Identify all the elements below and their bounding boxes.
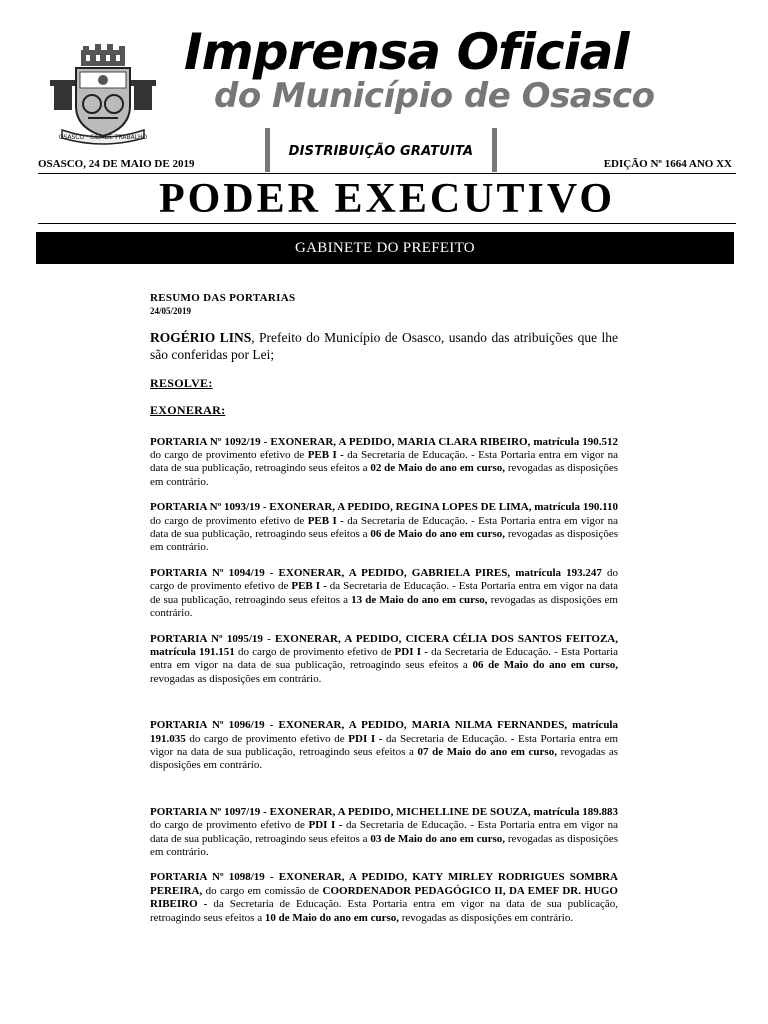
portaria-1097 — [150, 806, 618, 860]
portaria-text: do cargo de provimento efetivo de — [150, 819, 309, 832]
intro-paragraph — [150, 329, 618, 363]
summary-date: 24/05/2019 — [150, 306, 192, 317]
portaria-text: do cargo de provimento efetivo de — [185, 732, 349, 745]
document-body — [150, 292, 618, 925]
portaria-1098 — [150, 871, 618, 925]
portaria-text: da Secretaria de Educação. - Esta Portaria entra em vigor na data de sua publicação, retroagindo seus efeitos a — [150, 645, 619, 672]
edition-number: EDIÇÃO Nº 1664 ANO XX — [603, 158, 732, 170]
publication-title: Imprensa Oficial — [184, 23, 629, 81]
portaria-text: revogadas as disposições em contrário. — [150, 593, 618, 620]
coat-of-arms-icon — [48, 44, 158, 148]
portaria-1095 — [150, 633, 618, 687]
portaria-text: do cargo em comissão de — [202, 884, 323, 897]
divider-middle — [38, 223, 736, 224]
svg-text:OSASCO · CIDADE TRABALHO: OSASCO · CIDADE TRABALHO — [58, 134, 148, 141]
portaria-effective-date: 06 de Maio do ano em curso, — [370, 528, 505, 541]
portaria-head: PORTARIA Nº 1092/19 - EXONERAR, A PEDIDO, MARIA CLARA RIBEIRO, matrícula 190.512 — [150, 435, 618, 448]
portaria-cargo: PDI I - — [308, 819, 343, 832]
portaria-text: da Secretaria de Educação. - Esta Portaria entra em vigor na data de sua publicação, retroagindo seus efeitos a — [150, 580, 619, 606]
municipal-coat-of-arms — [48, 44, 158, 148]
portaria-text: revogadas as disposições em contrário. — [150, 528, 618, 554]
portaria-text: da Secretaria de Educação. - Esta Portaria entra em vigor na data de sua publicação, retroagindo seus efeitos a — [150, 514, 618, 541]
divider-top — [38, 173, 736, 174]
distribution-bar-right — [492, 128, 497, 172]
exonerar-heading: EXONERAR: — [150, 403, 226, 418]
portaria-1096 — [150, 719, 618, 773]
portaria-text: revogadas as disposições em contrário. — [150, 832, 618, 858]
distribution-box — [265, 128, 497, 174]
portaria-text: da Secretaria de Educação. - Esta Portaria entra em vigor na data de sua publicação, retroagindo seus efeitos a — [150, 819, 619, 845]
portaria-head: PORTARIA Nº 1097/19 - EXONERAR, A PEDIDO, MICHELLINE DE SOUZA, matrícula 189.883 — [150, 805, 618, 818]
portaria-text: revogadas as disposições em contrário. — [399, 911, 574, 924]
portaria-1092 — [150, 436, 618, 490]
portaria-text: revogadas as disposições em contrário. — [150, 672, 322, 685]
portaria-text: da Secretaria de Educação. - Esta Portaria entra em vigor na data de sua publicação, retroagindo seus efeitos a — [150, 732, 619, 758]
portaria-text: do cargo de provimento efetivo de — [150, 566, 619, 593]
intro-text: , Prefeito do Município de Osasco, usando das atribuições que lhe são conferidas por Lei; — [150, 329, 618, 362]
portaria-text: da Secretaria de Educação. - Esta Portaria entra em vigor na data de sua publicação, retroagindo seus efeitos a — [150, 449, 618, 475]
distribution-bar-left — [265, 128, 270, 172]
portaria-effective-date: 06 de Maio do ano em curso, — [472, 659, 618, 672]
portaria-cargo: PDI I - — [348, 732, 383, 745]
portaria-text: do cargo de provimento efetivo de — [150, 449, 308, 462]
portaria-text: da Secretaria de Educação. Esta Portaria entra em vigor na data de sua publicação, retroagindo seus efeitos a — [150, 898, 618, 924]
portaria-effective-date: 13 de Maio do ano em curso, — [351, 593, 488, 606]
portaria-cargo: PEB I - — [291, 580, 327, 593]
portaria-text: revogadas as disposições em contrário. — [150, 745, 618, 772]
portaria-text: revogadas as disposições em contrário. — [150, 462, 618, 488]
portaria-head: PORTARIA Nº 1096/19 - EXONERAR, A PEDIDO, MARIA NILMA FERNANDES, matrícula 191.035 — [150, 719, 618, 745]
section-heading: PODER EXECUTIVO — [158, 176, 616, 222]
distribution-label: DISTRIBUIÇÃO GRATUITA — [288, 144, 474, 159]
portaria-cargo: PEB I - — [307, 449, 344, 462]
portaria-head: PORTARIA Nº 1098/19 - EXONERAR, A PEDIDO, KATY MIRLEY RODRIGUES SOMBRA PEREIRA, — [150, 871, 618, 897]
portaria-cargo: PDI I - — [394, 645, 428, 658]
resolve-heading: RESOLVE: — [150, 375, 213, 390]
publication-subtitle: do Município de Osasco — [214, 76, 655, 116]
portaria-head: PORTARIA Nº 1094/19 - EXONERAR, A PEDIDO, GABRIELA PIRES, matrícula 193.247 — [150, 566, 602, 579]
portaria-1093 — [150, 501, 618, 555]
portaria-cargo: COORDENADOR PEDAGÓGICO II, DA EMEF DR. HUGO RIBEIRO - — [150, 884, 618, 911]
mayor-name: ROGÉRIO LINS — [150, 329, 252, 345]
portaria-head: PORTARIA Nº 1093/19 - EXONERAR, A PEDIDO, REGINA LOPES DE LIMA, matrícula 190.110 — [150, 501, 618, 514]
portaria-effective-date: 02 de Maio do ano em curso, — [370, 462, 505, 475]
portaria-text: do cargo de provimento efetivo de — [234, 645, 395, 658]
portaria-effective-date: 10 de Maio do ano em curso, — [264, 911, 399, 924]
publication-date: OSASCO, 24 DE MAIO DE 2019 — [38, 158, 195, 170]
portaria-cargo: PEB I - — [307, 514, 344, 527]
portaria-effective-date: 03 de Maio do ano em curso, — [370, 832, 505, 845]
portaria-head: PORTARIA Nº 1095/19 - EXONERAR, A PEDIDO, CICERA CÉLIA DOS SANTOS FEITOZA, matrícula 191.151 — [150, 632, 618, 658]
portaria-1094 — [150, 567, 618, 621]
portaria-text: do cargo de provimento efetivo de — [150, 514, 308, 527]
section-bar: GABINETE DO PREFEITO — [36, 232, 734, 264]
portaria-effective-date: 07 de Maio do ano em curso, — [417, 745, 557, 758]
summary-title: RESUMO DAS PORTARIAS — [150, 292, 296, 304]
